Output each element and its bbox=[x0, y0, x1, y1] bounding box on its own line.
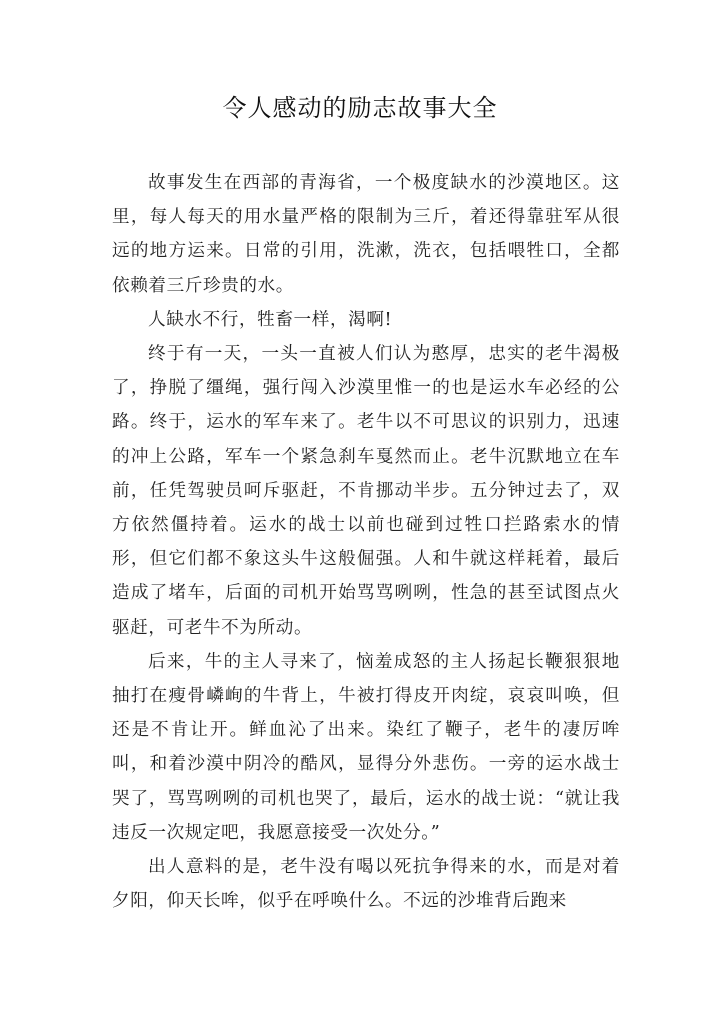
paragraph: 人缺水不行，牲畜一样，渴啊! bbox=[148, 309, 393, 330]
paragraph: 故事发生在西部的青海省，一个极度缺水的沙漠地区。这里，每人每天的用水量严格的限制为三斤，着还得靠驻军从很远的地方运来。日常的引用，洗漱，洗衣，包括喂牲口，全都依赖着三斤珍贵的水。 bbox=[112, 173, 620, 296]
document-title: 令人感动的励志故事大全 bbox=[222, 94, 498, 122]
paragraph: 后来，牛的主人寻来了，恼羞成怒的主人扬起长鞭狠狠地抽打在瘦骨嶙峋的牛背上，牛被打得皮开肉绽，哀哀叫唤，但还是不肯让开。鲜血沁了出来。染红了鞭子，老牛的凄厉哞叫，和着沙漠中阴冷的酷风，显得分外悲伤。一旁的运水战士哭了，骂骂咧咧的司机也哭了，最后，运水的战士说：“就让我违反一次规定吧，我愿意接受一次处分。” bbox=[112, 651, 620, 843]
document-body bbox=[112, 166, 620, 918]
paragraph: 终于有一天，一头一直被人们认为憨厚，忠实的老牛渴极了，挣脱了缰绳，强行闯入沙漠里惟一的也是运水车必经的公路。终于，运水的军车来了。老牛以不可思议的识别力，迅速的冲上公路，军车一个紧急刹车戛然而止。老牛沉默地立在车前，任凭驾驶员呵斥驱赶，不肯挪动半步。五分钟过去了，双方依然僵持着。运水的战士以前也碰到过牲口拦路索水的情形，但它们都不象这头牛这般倔强。人和牛就这样耗着，最后造成了堵车，后面的司机开始骂骂咧咧，性急的甚至试图点火驱赶，可老牛不为所动。 bbox=[112, 344, 620, 638]
paragraph: 出人意料的是，老牛没有喝以死抗争得来的水，而是对着夕阳，仰天长哞，似乎在呼唤什么。不远的沙堆背后跑来 bbox=[112, 857, 620, 912]
